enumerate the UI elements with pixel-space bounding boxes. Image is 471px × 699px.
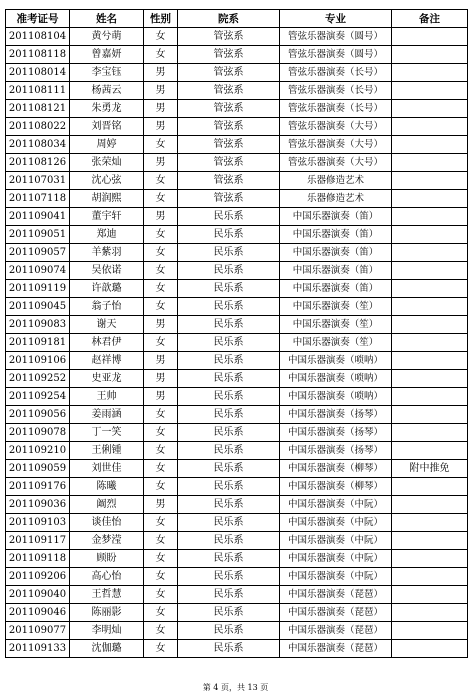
cell-name: 刘世佳 xyxy=(70,460,144,478)
cell-major: 中国乐器演奏（唢呐） xyxy=(280,388,392,406)
cell-gender: 女 xyxy=(144,226,178,244)
cell-name: 史亚龙 xyxy=(70,370,144,388)
cell-major: 管弦乐器演奏（大号） xyxy=(280,118,392,136)
table-row xyxy=(6,388,468,406)
cell-exam-no: 201109176 xyxy=(6,478,70,496)
cell-remark xyxy=(392,262,468,280)
cell-major: 中国乐器演奏（笛） xyxy=(280,280,392,298)
cell-dept: 民乐系 xyxy=(178,568,280,586)
cell-dept: 管弦系 xyxy=(178,154,280,172)
cell-gender: 男 xyxy=(144,370,178,388)
cell-gender: 女 xyxy=(144,280,178,298)
table-row xyxy=(6,532,468,550)
cell-major: 中国乐器演奏（琵琶） xyxy=(280,586,392,604)
cell-remark xyxy=(392,478,468,496)
cell-exam-no: 201108022 xyxy=(6,118,70,136)
cell-dept: 管弦系 xyxy=(178,100,280,118)
header-gender: 性别 xyxy=(144,10,178,28)
cell-dept: 管弦系 xyxy=(178,82,280,100)
cell-name: 黄兮萌 xyxy=(70,28,144,46)
cell-gender: 女 xyxy=(144,514,178,532)
cell-exam-no: 201109118 xyxy=(6,550,70,568)
cell-major: 中国乐器演奏（琵琶） xyxy=(280,604,392,622)
cell-dept: 民乐系 xyxy=(178,424,280,442)
cell-name: 陈丽影 xyxy=(70,604,144,622)
cell-major: 乐器修造艺术 xyxy=(280,172,392,190)
table-row xyxy=(6,442,468,460)
cell-gender: 女 xyxy=(144,622,178,640)
cell-exam-no: 201108014 xyxy=(6,64,70,82)
cell-gender: 女 xyxy=(144,244,178,262)
cell-major: 中国乐器演奏（中阮） xyxy=(280,550,392,568)
cell-dept: 民乐系 xyxy=(178,226,280,244)
cell-remark xyxy=(392,424,468,442)
cell-remark xyxy=(392,442,468,460)
cell-dept: 民乐系 xyxy=(178,460,280,478)
cell-major: 中国乐器演奏（扬琴） xyxy=(280,406,392,424)
cell-major: 中国乐器演奏（笙） xyxy=(280,298,392,316)
cell-dept: 管弦系 xyxy=(178,136,280,154)
cell-exam-no: 201108111 xyxy=(6,82,70,100)
cell-name: 羊紫羽 xyxy=(70,244,144,262)
table-row xyxy=(6,568,468,586)
table-row xyxy=(6,424,468,442)
cell-dept: 民乐系 xyxy=(178,208,280,226)
cell-name: 曾嘉妍 xyxy=(70,46,144,64)
cell-exam-no: 201108126 xyxy=(6,154,70,172)
cell-remark xyxy=(392,226,468,244)
table-row xyxy=(6,334,468,352)
cell-exam-no: 201109133 xyxy=(6,640,70,658)
cell-exam-no: 201109117 xyxy=(6,532,70,550)
cell-exam-no: 201109077 xyxy=(6,622,70,640)
cell-major: 管弦乐器演奏（长号） xyxy=(280,82,392,100)
cell-dept: 管弦系 xyxy=(178,118,280,136)
table-row xyxy=(6,136,468,154)
table-row xyxy=(6,316,468,334)
cell-name: 杨茜云 xyxy=(70,82,144,100)
table-row xyxy=(6,172,468,190)
cell-remark xyxy=(392,496,468,514)
cell-exam-no: 201109103 xyxy=(6,514,70,532)
cell-dept: 民乐系 xyxy=(178,640,280,658)
cell-remark xyxy=(392,532,468,550)
cell-remark: 附中推免 xyxy=(392,460,468,478)
cell-name: 周婷 xyxy=(70,136,144,154)
cell-remark xyxy=(392,586,468,604)
cell-major: 中国乐器演奏（笛） xyxy=(280,262,392,280)
table-row xyxy=(6,226,468,244)
cell-dept: 管弦系 xyxy=(178,172,280,190)
cell-name: 王帅 xyxy=(70,388,144,406)
cell-remark xyxy=(392,154,468,172)
cell-exam-no: 201108118 xyxy=(6,46,70,64)
cell-gender: 男 xyxy=(144,208,178,226)
cell-remark xyxy=(392,406,468,424)
cell-dept: 民乐系 xyxy=(178,352,280,370)
cell-remark xyxy=(392,46,468,64)
cell-remark xyxy=(392,334,468,352)
cell-name: 王俐锺 xyxy=(70,442,144,460)
cell-gender: 女 xyxy=(144,568,178,586)
cell-major: 中国乐器演奏（笛） xyxy=(280,226,392,244)
cell-exam-no: 201109057 xyxy=(6,244,70,262)
cell-exam-no: 201109051 xyxy=(6,226,70,244)
cell-dept: 民乐系 xyxy=(178,586,280,604)
cell-gender: 女 xyxy=(144,532,178,550)
cell-gender: 女 xyxy=(144,586,178,604)
table-row xyxy=(6,118,468,136)
table-row xyxy=(6,100,468,118)
page-footer: 第 4 页，共 13 页 xyxy=(202,683,269,692)
cell-remark xyxy=(392,622,468,640)
cell-major: 中国乐器演奏（笛） xyxy=(280,208,392,226)
cell-exam-no: 201109254 xyxy=(6,388,70,406)
cell-exam-no: 201109059 xyxy=(6,460,70,478)
cell-major: 中国乐器演奏（笛） xyxy=(280,244,392,262)
cell-gender: 男 xyxy=(144,64,178,82)
cell-name: 翁子怡 xyxy=(70,298,144,316)
cell-name: 林君伊 xyxy=(70,334,144,352)
cell-major: 管弦乐器演奏（圆号） xyxy=(280,46,392,64)
cell-dept: 管弦系 xyxy=(178,190,280,208)
cell-remark xyxy=(392,208,468,226)
cell-name: 李宝钰 xyxy=(70,64,144,82)
cell-major: 管弦乐器演奏（大号） xyxy=(280,136,392,154)
cell-gender: 女 xyxy=(144,172,178,190)
cell-exam-no: 201109119 xyxy=(6,280,70,298)
cell-dept: 管弦系 xyxy=(178,46,280,64)
table-row xyxy=(6,298,468,316)
cell-name: 董宇轩 xyxy=(70,208,144,226)
table-row xyxy=(6,406,468,424)
cell-gender: 男 xyxy=(144,352,178,370)
table-row xyxy=(6,586,468,604)
cell-exam-no: 201109041 xyxy=(6,208,70,226)
cell-gender: 女 xyxy=(144,46,178,64)
cell-dept: 民乐系 xyxy=(178,244,280,262)
table-row xyxy=(6,352,468,370)
cell-exam-no: 201108034 xyxy=(6,136,70,154)
cell-major: 中国乐器演奏（中阮） xyxy=(280,532,392,550)
cell-name: 朱勇龙 xyxy=(70,100,144,118)
cell-exam-no: 201109210 xyxy=(6,442,70,460)
header-exam-no: 准考证号 xyxy=(6,10,70,28)
table-row xyxy=(6,514,468,532)
cell-dept: 民乐系 xyxy=(178,622,280,640)
cell-name: 谢天 xyxy=(70,316,144,334)
header-remark: 备注 xyxy=(392,10,468,28)
cell-exam-no: 201109083 xyxy=(6,316,70,334)
cell-name: 丁一笑 xyxy=(70,424,144,442)
cell-gender: 女 xyxy=(144,604,178,622)
cell-remark xyxy=(392,514,468,532)
table-body xyxy=(6,28,468,658)
cell-dept: 民乐系 xyxy=(178,514,280,532)
cell-remark xyxy=(392,172,468,190)
cell-exam-no: 201109045 xyxy=(6,298,70,316)
cell-exam-no: 201109046 xyxy=(6,604,70,622)
table-row xyxy=(6,154,468,172)
cell-gender: 女 xyxy=(144,550,178,568)
cell-gender: 女 xyxy=(144,28,178,46)
cell-remark xyxy=(392,100,468,118)
table-row xyxy=(6,622,468,640)
header-name: 姓名 xyxy=(70,10,144,28)
cell-remark xyxy=(392,118,468,136)
table-row xyxy=(6,370,468,388)
cell-exam-no: 201109181 xyxy=(6,334,70,352)
table-row xyxy=(6,262,468,280)
cell-remark xyxy=(392,136,468,154)
table-row xyxy=(6,496,468,514)
table-row xyxy=(6,244,468,262)
cell-exam-no: 201109056 xyxy=(6,406,70,424)
cell-gender: 男 xyxy=(144,154,178,172)
cell-exam-no: 201109036 xyxy=(6,496,70,514)
cell-name: 胡润熙 xyxy=(70,190,144,208)
cell-dept: 管弦系 xyxy=(178,28,280,46)
cell-dept: 民乐系 xyxy=(178,316,280,334)
table-row xyxy=(6,190,468,208)
cell-name: 王哲慧 xyxy=(70,586,144,604)
cell-gender: 男 xyxy=(144,316,178,334)
cell-dept: 民乐系 xyxy=(178,370,280,388)
cell-dept: 民乐系 xyxy=(178,406,280,424)
cell-name: 张荣灿 xyxy=(70,154,144,172)
cell-dept: 民乐系 xyxy=(178,604,280,622)
cell-major: 管弦乐器演奏（长号） xyxy=(280,64,392,82)
cell-remark xyxy=(392,280,468,298)
cell-major: 中国乐器演奏（中阮） xyxy=(280,514,392,532)
cell-dept: 民乐系 xyxy=(178,532,280,550)
header-major: 专业 xyxy=(280,10,392,28)
cell-remark xyxy=(392,298,468,316)
cell-remark xyxy=(392,64,468,82)
table-row xyxy=(6,478,468,496)
cell-exam-no: 201108104 xyxy=(6,28,70,46)
cell-major: 中国乐器演奏（柳琴） xyxy=(280,460,392,478)
header-dept: 院系 xyxy=(178,10,280,28)
cell-name: 高心怡 xyxy=(70,568,144,586)
cell-gender: 男 xyxy=(144,100,178,118)
table-row xyxy=(6,46,468,64)
table-row xyxy=(6,28,468,46)
cell-dept: 民乐系 xyxy=(178,496,280,514)
cell-remark xyxy=(392,568,468,586)
cell-exam-no: 201109252 xyxy=(6,370,70,388)
cell-gender: 女 xyxy=(144,298,178,316)
cell-name: 吴依诺 xyxy=(70,262,144,280)
cell-dept: 民乐系 xyxy=(178,334,280,352)
table-row xyxy=(6,640,468,658)
cell-gender: 男 xyxy=(144,388,178,406)
cell-remark xyxy=(392,352,468,370)
cell-gender: 女 xyxy=(144,334,178,352)
cell-remark xyxy=(392,550,468,568)
cell-dept: 民乐系 xyxy=(178,550,280,568)
cell-dept: 民乐系 xyxy=(178,280,280,298)
table-row xyxy=(6,82,468,100)
cell-major: 中国乐器演奏（唢呐） xyxy=(280,370,392,388)
cell-gender: 男 xyxy=(144,82,178,100)
table-row xyxy=(6,604,468,622)
cell-exam-no: 201109040 xyxy=(6,586,70,604)
cell-name: 金梦滢 xyxy=(70,532,144,550)
cell-major: 中国乐器演奏（中阮） xyxy=(280,496,392,514)
cell-major: 中国乐器演奏（琵琶） xyxy=(280,640,392,658)
cell-gender: 男 xyxy=(144,496,178,514)
cell-remark xyxy=(392,190,468,208)
cell-name: 谈佳怡 xyxy=(70,514,144,532)
table-header-row xyxy=(6,10,468,28)
cell-exam-no: 201109206 xyxy=(6,568,70,586)
cell-gender: 女 xyxy=(144,460,178,478)
cell-major: 中国乐器演奏（中阮） xyxy=(280,568,392,586)
cell-major: 中国乐器演奏（笙） xyxy=(280,334,392,352)
cell-major: 中国乐器演奏（扬琴） xyxy=(280,424,392,442)
table-row xyxy=(6,460,468,478)
cell-name: 顾盼 xyxy=(70,550,144,568)
cell-name: 陈曦 xyxy=(70,478,144,496)
cell-major: 管弦乐器演奏（长号） xyxy=(280,100,392,118)
cell-gender: 女 xyxy=(144,136,178,154)
cell-major: 中国乐器演奏（笙） xyxy=(280,316,392,334)
cell-gender: 女 xyxy=(144,262,178,280)
table-row xyxy=(6,550,468,568)
cell-dept: 民乐系 xyxy=(178,442,280,460)
cell-major: 管弦乐器演奏（大号） xyxy=(280,154,392,172)
cell-remark xyxy=(392,604,468,622)
cell-remark xyxy=(392,388,468,406)
cell-remark xyxy=(392,28,468,46)
table-row xyxy=(6,208,468,226)
cell-gender: 女 xyxy=(144,406,178,424)
cell-exam-no: 201109074 xyxy=(6,262,70,280)
table-row xyxy=(6,64,468,82)
cell-dept: 管弦系 xyxy=(178,64,280,82)
cell-name: 李明灿 xyxy=(70,622,144,640)
cell-name: 赵祥博 xyxy=(70,352,144,370)
cell-name: 沈伽璐 xyxy=(70,640,144,658)
cell-gender: 女 xyxy=(144,424,178,442)
cell-remark xyxy=(392,640,468,658)
cell-name: 阚烈 xyxy=(70,496,144,514)
cell-remark xyxy=(392,82,468,100)
cell-dept: 民乐系 xyxy=(178,262,280,280)
table-row xyxy=(6,280,468,298)
cell-name: 刘晋铭 xyxy=(70,118,144,136)
cell-exam-no: 201109106 xyxy=(6,352,70,370)
cell-dept: 民乐系 xyxy=(178,298,280,316)
cell-remark xyxy=(392,316,468,334)
cell-exam-no: 201109078 xyxy=(6,424,70,442)
admission-list-table xyxy=(5,9,468,658)
cell-name: 沈心弦 xyxy=(70,172,144,190)
cell-name: 郑迪 xyxy=(70,226,144,244)
cell-gender: 女 xyxy=(144,190,178,208)
cell-remark xyxy=(392,370,468,388)
cell-major: 中国乐器演奏（扬琴） xyxy=(280,442,392,460)
cell-major: 中国乐器演奏（唢呐） xyxy=(280,352,392,370)
cell-major: 管弦乐器演奏（圆号） xyxy=(280,28,392,46)
cell-gender: 女 xyxy=(144,442,178,460)
cell-name: 许歆璐 xyxy=(70,280,144,298)
cell-name: 姜雨涵 xyxy=(70,406,144,424)
cell-gender: 女 xyxy=(144,478,178,496)
cell-dept: 民乐系 xyxy=(178,478,280,496)
cell-major: 乐器修造艺术 xyxy=(280,190,392,208)
cell-major: 中国乐器演奏（琵琶） xyxy=(280,622,392,640)
cell-exam-no: 201107031 xyxy=(6,172,70,190)
cell-gender: 女 xyxy=(144,640,178,658)
cell-exam-no: 201108121 xyxy=(6,100,70,118)
cell-remark xyxy=(392,244,468,262)
cell-dept: 民乐系 xyxy=(178,388,280,406)
cell-gender: 男 xyxy=(144,118,178,136)
cell-major: 中国乐器演奏（柳琴） xyxy=(280,478,392,496)
cell-exam-no: 201107118 xyxy=(6,190,70,208)
